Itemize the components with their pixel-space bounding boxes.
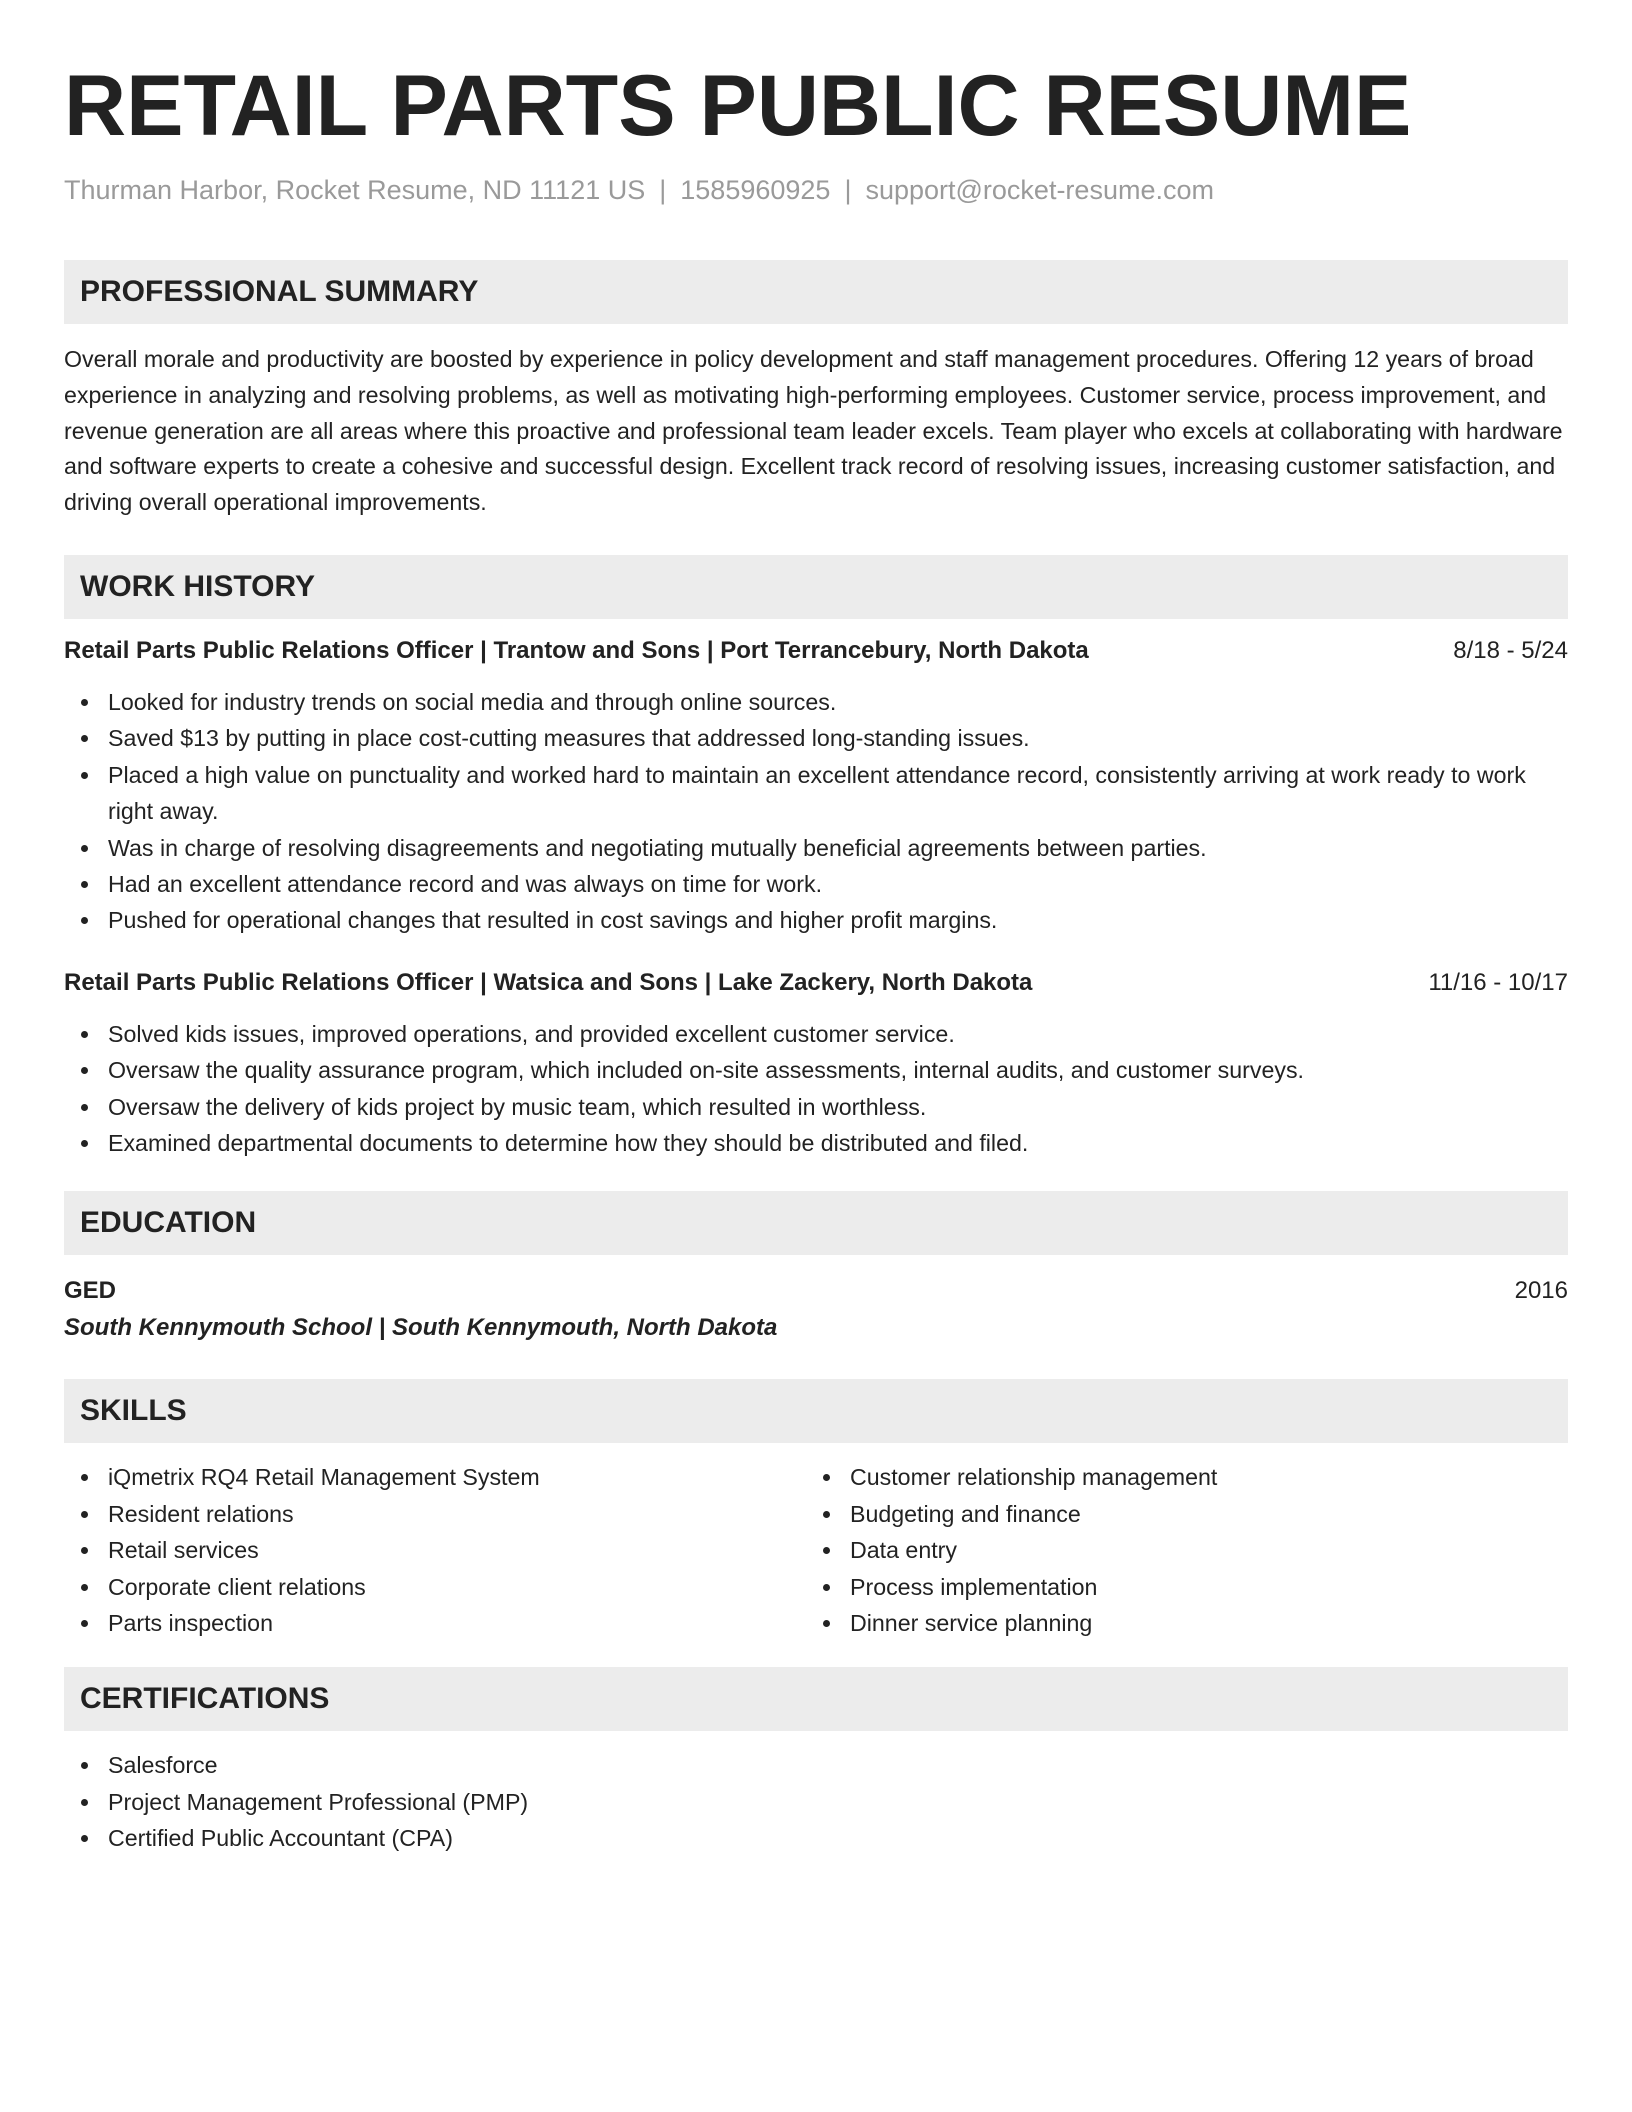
- bullet-item: Saved $13 by putting in place cost-cutting measures that addressed long-standing issues.: [64, 720, 1568, 756]
- skill-item: Dinner service planning: [806, 1605, 1548, 1641]
- skill-item: Customer relationship management: [806, 1459, 1548, 1495]
- certification-item: Project Management Professional (PMP): [64, 1784, 1568, 1820]
- contact-phone: 1585960925: [680, 175, 831, 205]
- skill-item: Corporate client relations: [64, 1569, 806, 1605]
- contact-separator: |: [844, 175, 852, 205]
- section-header-work: WORK HISTORY: [64, 555, 1568, 619]
- job-bullets: [64, 684, 1568, 939]
- bullet-item: Was in charge of resolving disagreements and negotiating mutually beneficial agreements between parties.: [64, 830, 1568, 866]
- job-header: [64, 966, 1568, 1000]
- bullet-item: Solved kids issues, improved operations, and provided excellent customer service.: [64, 1016, 1568, 1052]
- section-header-certifications: CERTIFICATIONS: [64, 1667, 1568, 1731]
- contact-separator: |: [659, 175, 667, 205]
- skill-item: iQmetrix RQ4 Retail Management System: [64, 1459, 806, 1495]
- job-dates: 8/18 - 5/24: [1453, 636, 1568, 664]
- contact-line: [64, 172, 1568, 208]
- section-header-skills: SKILLS: [64, 1379, 1568, 1443]
- education-degree: GED: [64, 1277, 117, 1305]
- job-title: Retail Parts Public Relations Officer | Watsica and Sons | Lake Zackery, North Dakota: [64, 968, 1033, 996]
- certifications-list: [64, 1747, 1568, 1856]
- job-entry: [64, 634, 1568, 939]
- job-header: [64, 634, 1568, 668]
- skills-column-right: [806, 1459, 1548, 1641]
- contact-address: Thurman Harbor, Rocket Resume, ND 11121 US: [64, 175, 646, 205]
- skills-grid: [64, 1459, 1568, 1641]
- section-header-education: EDUCATION: [64, 1191, 1568, 1255]
- summary-text: Overall morale and productivity are boosted by experience in policy development and staff management procedures. Offering 12 years of broad experience in analyzing and resolving problems, as well as motivating high-performing employees. Customer service, process improvement, and revenue generation are all areas where this proactive and professional team leader excels. Team player who excels at collaborating with hardware and software experts to create a cohesive and successful design. Excellent track record of resolving issues, increasing customer satisfaction, and driving overall operational improvements.: [64, 346, 1563, 516]
- bullet-item: Had an excellent attendance record and was always on time for work.: [64, 866, 1568, 902]
- skills-column-left: [64, 1459, 806, 1641]
- job-dates: 11/16 - 10/17: [1428, 968, 1568, 996]
- job-title: Retail Parts Public Relations Officer | Trantow and Sons | Port Terrancebury, North Dakota: [64, 636, 1089, 664]
- education-header: [64, 1273, 1568, 1309]
- education-entry: [64, 1273, 1568, 1347]
- bullet-item: Looked for industry trends on social media and through online sources.: [64, 684, 1568, 720]
- section-header-summary: PROFESSIONAL SUMMARY: [64, 260, 1568, 324]
- job-entry: [64, 966, 1568, 1162]
- education-year: 2016: [1514, 1277, 1568, 1305]
- education-school: South Kennymouth School | South Kennymouth, North Dakota: [64, 1314, 778, 1342]
- certification-item: Certified Public Accountant (CPA): [64, 1820, 1568, 1856]
- skill-item: Data entry: [806, 1532, 1548, 1568]
- contact-email: support@rocket-resume.com: [865, 175, 1214, 205]
- bullet-item: Oversaw the quality assurance program, which included on-site assessments, internal audits, and customer surveys.: [64, 1052, 1568, 1088]
- bullet-item: Examined departmental documents to determine how they should be distributed and filed.: [64, 1125, 1568, 1161]
- resume-name: RETAIL PARTS PUBLIC RESUME: [64, 58, 1412, 154]
- bullet-item: Placed a high value on punctuality and worked hard to maintain an excellent attendance record, consistently arriving at work ready to work right away.: [64, 757, 1568, 830]
- bullet-item: Pushed for operational changes that resulted in cost savings and higher profit margins.: [64, 902, 1568, 938]
- skill-item: Parts inspection: [64, 1605, 806, 1641]
- skill-item: Budgeting and finance: [806, 1496, 1548, 1532]
- bullet-item: Oversaw the delivery of kids project by music team, which resulted in worthless.: [64, 1089, 1568, 1125]
- skill-item: Retail services: [64, 1532, 806, 1568]
- certification-item: Salesforce: [64, 1747, 1568, 1783]
- skill-item: Resident relations: [64, 1496, 806, 1532]
- job-bullets: [64, 1016, 1568, 1162]
- skill-item: Process implementation: [806, 1569, 1548, 1605]
